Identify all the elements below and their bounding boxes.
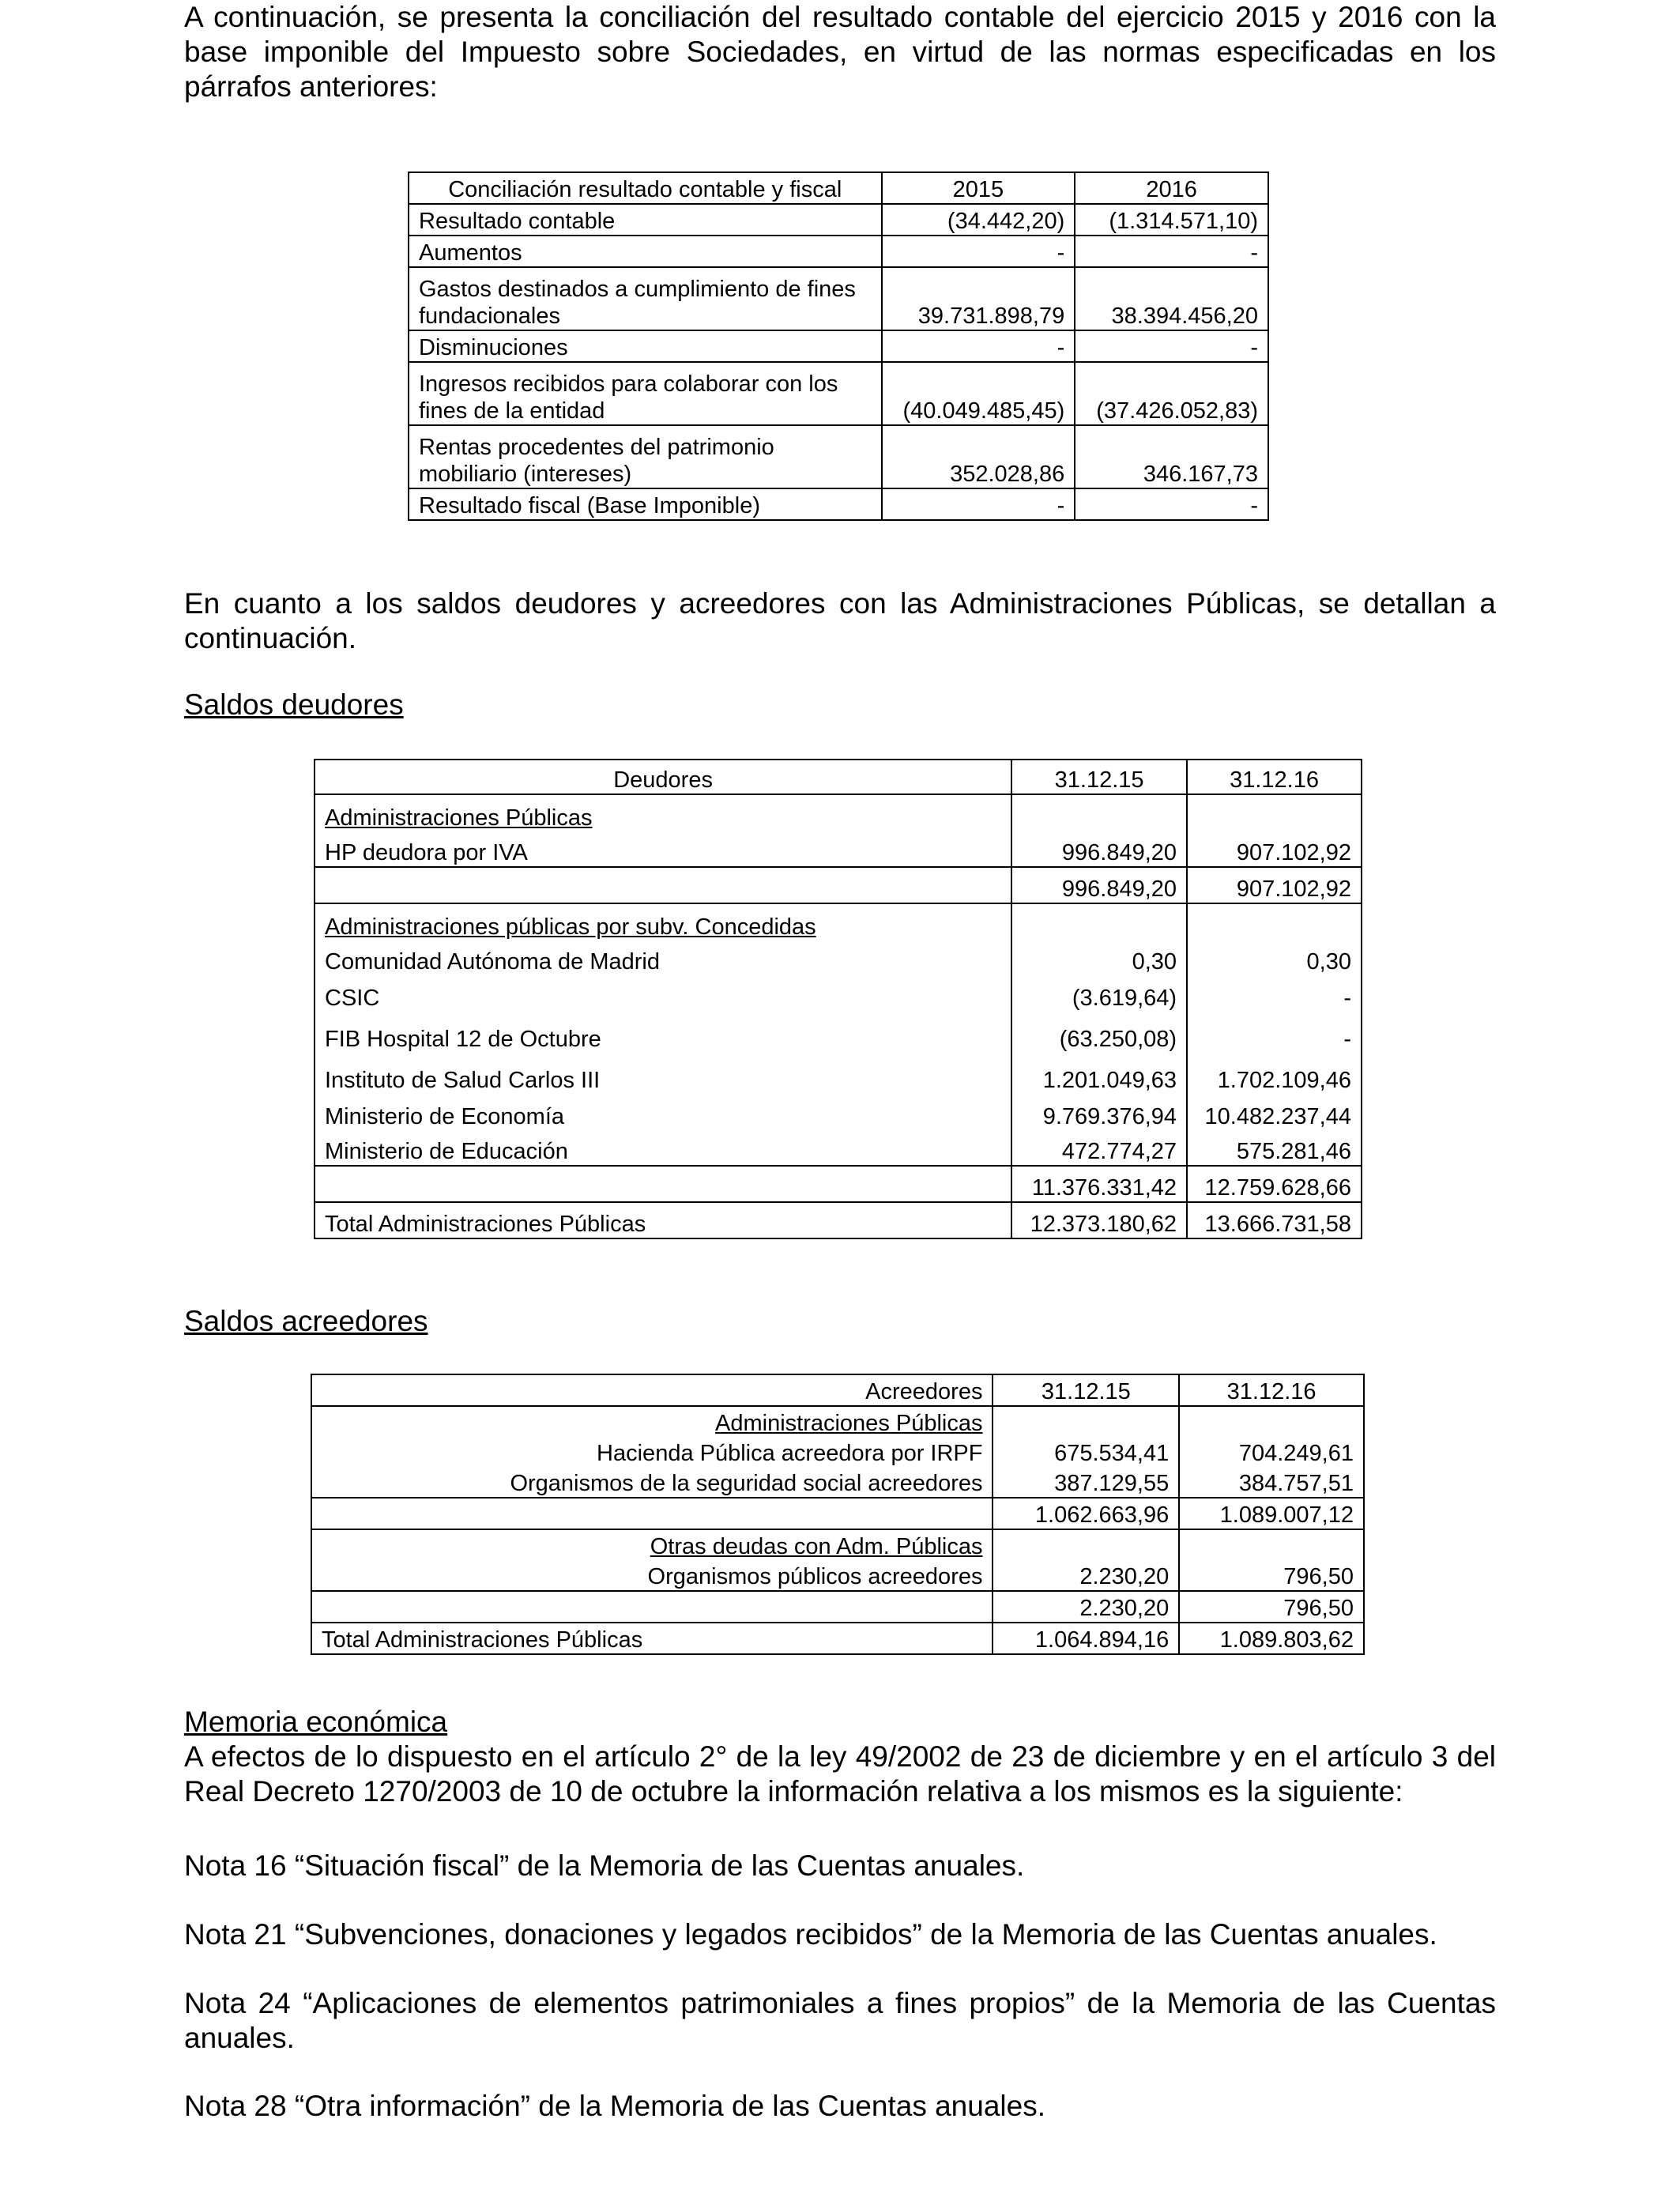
subtotal-2015: 996.849,20 xyxy=(1011,867,1187,903)
table-row xyxy=(409,425,1268,488)
table-row xyxy=(315,1053,1362,1094)
table-header-row xyxy=(311,1374,1364,1406)
row-label: Resultado contable xyxy=(409,204,882,236)
total-2015: 1.064.894,16 xyxy=(993,1623,1179,1654)
table-row xyxy=(315,975,1362,1012)
table-row xyxy=(311,1406,1364,1437)
value-2015: 2.230,20 xyxy=(993,1560,1179,1591)
row-label: Comunidad Autónoma de Madrid xyxy=(315,941,1011,975)
value-2015: 675.534,41 xyxy=(993,1437,1179,1467)
value-2016: 384.757,51 xyxy=(1179,1467,1364,1498)
subtotal-2015: 1.062.663,96 xyxy=(993,1498,1179,1529)
row-label: Ingresos recibidos para colaborar con los fines de la entidad xyxy=(409,362,882,425)
empty-cell xyxy=(1187,903,1362,941)
total-row xyxy=(311,1623,1364,1654)
value-2015: (3.619,64) xyxy=(1011,975,1187,1012)
header-cell: 31.12.16 xyxy=(1179,1374,1364,1406)
table-row xyxy=(311,1437,1364,1467)
header-cell: Conciliación resultado contable y fiscal xyxy=(409,172,882,204)
value-2015: (63.250,08) xyxy=(1011,1012,1187,1053)
conciliation-table xyxy=(408,172,1269,521)
group-title: Administraciones Públicas xyxy=(311,1406,993,1437)
subtotal-2015: 2.230,20 xyxy=(993,1591,1179,1623)
value-2015: (34.442,20) xyxy=(882,204,1075,236)
value-2016: 10.482.237,44 xyxy=(1187,1094,1362,1130)
value-2015: (40.049.485,45) xyxy=(882,362,1075,425)
subtotal-2016: 1.089.007,12 xyxy=(1179,1498,1364,1529)
empty-cell xyxy=(1187,794,1362,831)
row-label: Hacienda Pública acreedora por IRPF xyxy=(311,1437,993,1467)
deudores-table xyxy=(314,759,1362,1239)
value-2016: - xyxy=(1187,1012,1362,1053)
group-title: Administraciones públicas por subv. Concedidas xyxy=(315,903,1011,941)
table-row xyxy=(315,903,1362,941)
memoria-paragraph: A efectos de lo dispuesto en el artículo 2° de la ley 49/2002 de 23 de diciembre y en el artículo 3 del Real Decreto 1270/2003 de 10 de octubre la información relativa a los mismos es la siguiente: xyxy=(184,1740,1496,1808)
table-row xyxy=(315,1094,1362,1130)
total-row xyxy=(315,1202,1362,1238)
empty-cell xyxy=(1179,1529,1364,1560)
subtotal-2016: 796,50 xyxy=(1179,1591,1364,1623)
row-label: Organismos públicos acreedores xyxy=(311,1560,993,1591)
row-label: Ministerio de Educación xyxy=(315,1130,1011,1166)
value-2016: (1.314.571,10) xyxy=(1075,204,1268,236)
saldos-intro-paragraph: En cuanto a los saldos deudores y acreedores con las Administraciones Públicas, se detallan a continuación. xyxy=(184,587,1496,654)
row-label: Aumentos xyxy=(409,236,882,267)
note-item: Nota 24 “Aplicaciones de elementos patrimoniales a fines propios” de la Memoria de las Cuentas anuales. xyxy=(184,1987,1496,2054)
deudores-heading: Saldos deudores xyxy=(184,688,404,721)
header-cell: 2016 xyxy=(1075,172,1268,204)
value-2016: 575.281,46 xyxy=(1187,1130,1362,1166)
subtotal-2016: 12.759.628,66 xyxy=(1187,1166,1362,1202)
row-label: Organismos de la seguridad social acreedores xyxy=(311,1467,993,1498)
value-2016: - xyxy=(1075,488,1268,520)
value-2015: 472.774,27 xyxy=(1011,1130,1187,1166)
row-label: Ministerio de Economía xyxy=(315,1094,1011,1130)
header-cell: Deudores xyxy=(315,760,1011,794)
value-2015: 1.201.049,63 xyxy=(1011,1053,1187,1094)
empty-cell xyxy=(993,1529,1179,1560)
value-2016: - xyxy=(1187,975,1362,1012)
value-2016: 796,50 xyxy=(1179,1560,1364,1591)
acreedores-table xyxy=(311,1374,1365,1655)
table-row xyxy=(315,941,1362,975)
total-2016: 1.089.803,62 xyxy=(1179,1623,1364,1654)
value-2016: 0,30 xyxy=(1187,941,1362,975)
value-2016: 907.102,92 xyxy=(1187,831,1362,867)
subtotal-row xyxy=(311,1498,1364,1529)
table-row xyxy=(311,1467,1364,1498)
empty-cell xyxy=(993,1406,1179,1437)
subtotal-row xyxy=(315,1166,1362,1202)
value-2015: 387.129,55 xyxy=(993,1467,1179,1498)
group-title: Otras deudas con Adm. Públicas xyxy=(311,1529,993,1560)
header-cell: 31.12.15 xyxy=(1011,760,1187,794)
table-header-row xyxy=(409,172,1268,204)
value-2015: 996.849,20 xyxy=(1011,831,1187,867)
table-row xyxy=(409,330,1268,362)
table-row xyxy=(315,794,1362,831)
value-2016: 38.394.456,20 xyxy=(1075,267,1268,330)
value-2015: - xyxy=(882,488,1075,520)
row-label: CSIC xyxy=(315,975,1011,1012)
total-label: Total Administraciones Públicas xyxy=(311,1623,993,1654)
value-2016: 704.249,61 xyxy=(1179,1437,1364,1467)
value-2015: - xyxy=(882,236,1075,267)
table-row xyxy=(409,236,1268,267)
note-item: Nota 16 “Situación fiscal” de la Memoria de las Cuentas anuales. xyxy=(184,1849,1025,1882)
table-row xyxy=(315,831,1362,867)
total-2016: 13.666.731,58 xyxy=(1187,1202,1362,1238)
table-header-row xyxy=(315,760,1362,794)
value-2016: - xyxy=(1075,236,1268,267)
row-label: Gastos destinados a cumplimiento de fines fundacionales xyxy=(409,267,882,330)
value-2015: 9.769.376,94 xyxy=(1011,1094,1187,1130)
subtotal-2016: 907.102,92 xyxy=(1187,867,1362,903)
value-2015: 39.731.898,79 xyxy=(882,267,1075,330)
empty-cell xyxy=(315,1166,1011,1202)
total-2015: 12.373.180,62 xyxy=(1011,1202,1187,1238)
table-row xyxy=(409,267,1268,330)
row-label: FIB Hospital 12 de Octubre xyxy=(315,1012,1011,1053)
group-title: Administraciones Públicas xyxy=(315,794,1011,831)
row-label: Disminuciones xyxy=(409,330,882,362)
row-label: HP deudora por IVA xyxy=(315,831,1011,867)
table-row xyxy=(409,362,1268,425)
table-row xyxy=(315,1130,1362,1166)
intro-paragraph: A continuación, se presenta la conciliación del resultado contable del ejercicio 2015 y 2016 con la base imponible del Impuesto sobre Sociedades, en virtud de las normas especificadas en los párrafos anteriores: xyxy=(184,1,1496,103)
table-row xyxy=(315,1012,1362,1053)
row-label: Instituto de Salud Carlos III xyxy=(315,1053,1011,1094)
header-cell: 2015 xyxy=(882,172,1075,204)
header-cell: 31.12.15 xyxy=(993,1374,1179,1406)
row-label: Resultado fiscal (Base Imponible) xyxy=(409,488,882,520)
value-2016: - xyxy=(1075,330,1268,362)
subtotal-2015: 11.376.331,42 xyxy=(1011,1166,1187,1202)
empty-cell xyxy=(311,1498,993,1529)
total-label: Total Administraciones Públicas xyxy=(315,1202,1011,1238)
memoria-heading: Memoria económica xyxy=(184,1706,448,1738)
acreedores-heading: Saldos acreedores xyxy=(184,1305,428,1337)
subtotal-row xyxy=(315,867,1362,903)
note-item: Nota 21 “Subvenciones, donaciones y legados recibidos” de la Memoria de las Cuentas anuales. xyxy=(184,1918,1437,1951)
empty-cell xyxy=(1011,903,1187,941)
value-2016: (37.426.052,83) xyxy=(1075,362,1268,425)
table-row xyxy=(311,1529,1364,1560)
table-row xyxy=(409,488,1268,520)
value-2016: 1.702.109,46 xyxy=(1187,1053,1362,1094)
value-2015: 0,30 xyxy=(1011,941,1187,975)
empty-cell xyxy=(1179,1406,1364,1437)
header-cell: Acreedores xyxy=(311,1374,993,1406)
row-label: Rentas procedentes del patrimonio mobiliario (intereses) xyxy=(409,425,882,488)
table-row xyxy=(311,1560,1364,1591)
subtotal-row xyxy=(311,1591,1364,1623)
table-row xyxy=(409,204,1268,236)
value-2016: 346.167,73 xyxy=(1075,425,1268,488)
empty-cell xyxy=(315,867,1011,903)
note-item: Nota 28 “Otra información” de la Memoria de las Cuentas anuales. xyxy=(184,2090,1045,2122)
empty-cell xyxy=(1011,794,1187,831)
value-2015: 352.028,86 xyxy=(882,425,1075,488)
value-2015: - xyxy=(882,330,1075,362)
empty-cell xyxy=(311,1591,993,1623)
header-cell: 31.12.16 xyxy=(1187,760,1362,794)
